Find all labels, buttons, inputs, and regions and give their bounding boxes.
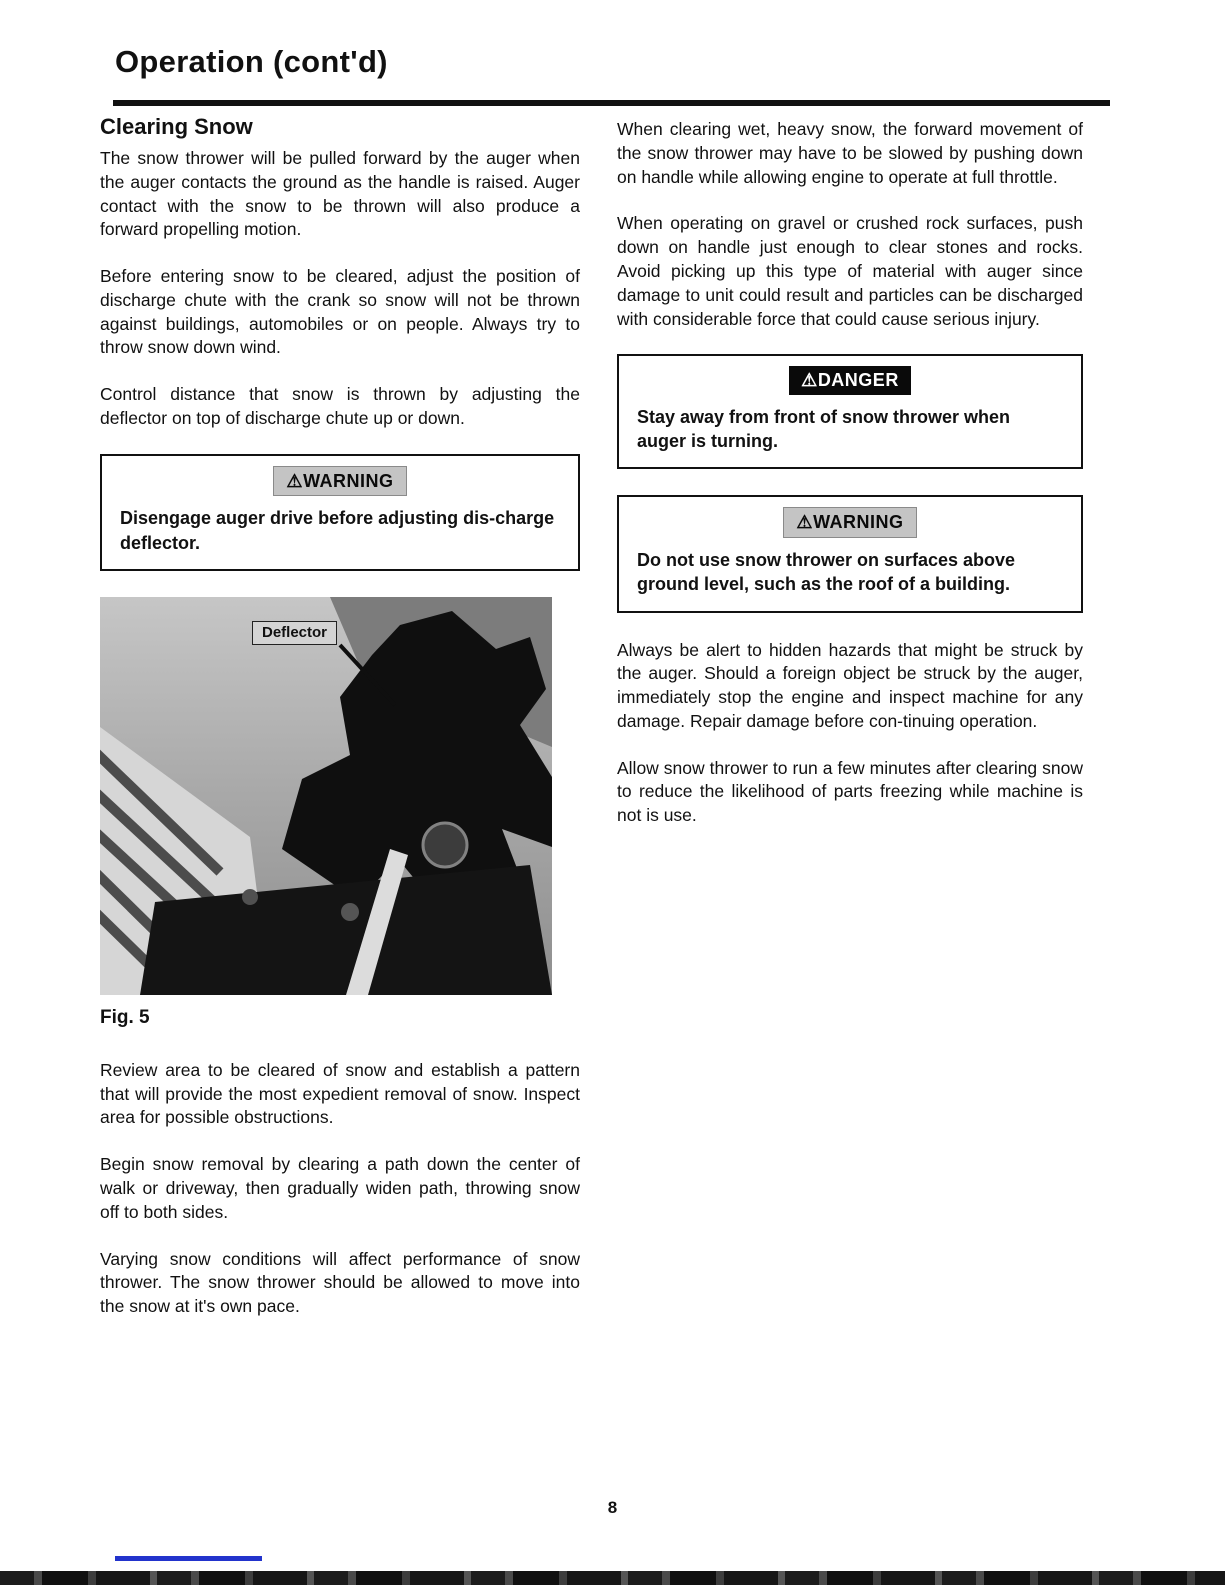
danger-icon: ⚠ bbox=[801, 370, 818, 391]
warning-icon: ⚠ bbox=[796, 512, 814, 533]
paragraph: Always be alert to hidden hazards that might be struck by the auger. Should a foreign object be struck by the auger, immediately stop the engine and inspect machine for any damage. Repair damage before con-tinuing operation. bbox=[617, 639, 1083, 731]
warning-label-text: WARNING bbox=[303, 470, 394, 491]
danger-label-row bbox=[637, 366, 1063, 394]
deflector-callout-label: Deflector bbox=[252, 621, 337, 645]
warning-label-text: WARNING bbox=[813, 512, 904, 533]
paragraph: When clearing wet, heavy snow, the forward movement of the snow thrower may have to be slowed by pushing down on handle while allowing engine to operate at full throttle. bbox=[617, 119, 1083, 187]
scan-artifact-bottom-strip bbox=[0, 1571, 1225, 1585]
warning-box-right bbox=[617, 495, 1083, 612]
warning-badge bbox=[273, 466, 406, 496]
left-column bbox=[100, 112, 580, 1342]
paragraph: Allow snow thrower to run a few minutes after clearing snow to reduce the likelihood of parts freezing while machine is not is use. bbox=[617, 757, 1083, 826]
right-column bbox=[617, 118, 1083, 851]
paragraph: Varying snow conditions will affect performance of snow thrower. The snow thrower should be allowed to move into the snow at it's own pace. bbox=[100, 1248, 580, 1317]
danger-badge bbox=[789, 366, 911, 394]
page-title: Operation (cont'd) bbox=[115, 44, 388, 79]
danger-box bbox=[617, 354, 1083, 469]
figure-photo bbox=[100, 597, 552, 995]
warning-box-left bbox=[100, 454, 580, 571]
snow-thrower-photo-graphic bbox=[100, 597, 552, 995]
paragraph: Before entering snow to be cleared, adjust the position of discharge chute with the crank so snow will not be thrown against buildings, automobiles or on people. Always try to throw snow down wind. bbox=[100, 266, 580, 358]
danger-label-text: DANGER bbox=[817, 370, 899, 391]
paragraph: Begin snow removal by clearing a path down the center of walk or driveway, then gradually widen path, throwing snow off to both sides. bbox=[100, 1154, 580, 1222]
paragraph: When operating on gravel or crushed rock surfaces, push down on handle just enough to clear stones and rocks. Avoid picking up this type of material with auger since damage to unit could result and particles can be discharged with considerable force that could cause serious injury. bbox=[617, 213, 1083, 329]
warning-icon: ⚠ bbox=[286, 470, 304, 491]
paragraph: The snow thrower will be pulled forward by the auger when the auger contacts the ground as the handle is raised. Auger contact with the snow to be thrown will also produce a forward propelling motion. bbox=[100, 147, 580, 240]
page-number: 8 bbox=[607, 1498, 618, 1517]
section-heading: Clearing Snow bbox=[100, 114, 253, 139]
title-rule bbox=[113, 100, 1110, 106]
paragraph: Control distance that snow is thrown by adjusting the deflector on top of discharge chute up or down. bbox=[100, 384, 580, 429]
warning-body: Disengage auger drive before adjusting dis-charge deflector. bbox=[120, 508, 555, 553]
danger-body: Stay away from front of snow thrower when auger is turning. bbox=[637, 406, 1011, 452]
warning-badge bbox=[783, 507, 916, 537]
paragraph: Review area to be cleared of snow and establish a pattern that will provide the most expedient removal of snow. Inspect area for possible obstructions. bbox=[100, 1059, 580, 1128]
warning-body: Do not use snow thrower on surfaces above ground level, such as the roof of a building. bbox=[637, 549, 1016, 595]
warning-label-row bbox=[637, 507, 1063, 537]
figure-caption: Fig. 5 bbox=[100, 1006, 150, 1028]
warning-label-row bbox=[120, 466, 560, 496]
scan-artifact-blue-line bbox=[115, 1556, 262, 1561]
